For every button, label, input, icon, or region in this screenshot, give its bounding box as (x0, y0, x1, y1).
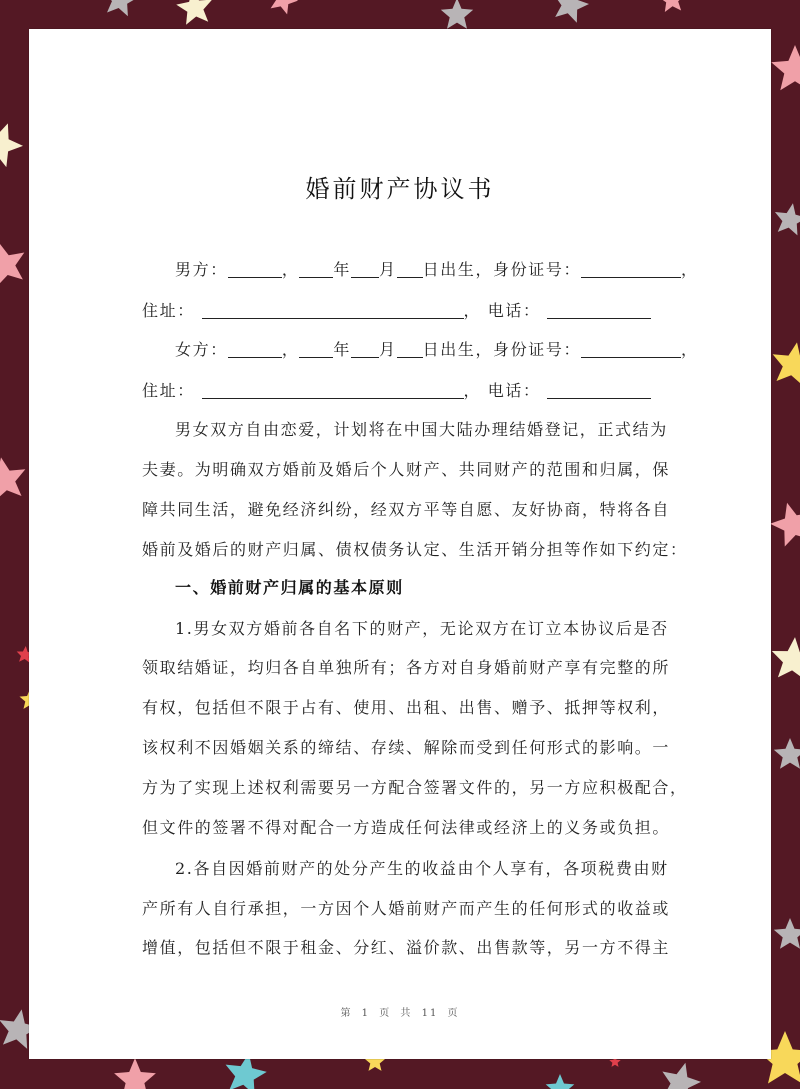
female-birth-day-field[interactable] (397, 339, 423, 358)
address-label: 住址： (142, 381, 195, 400)
phone-label: 电话： (487, 381, 541, 400)
intro-line: 婚前及婚后的财产归属、债权债务认定、生活开销分担等作如下约定： (142, 540, 688, 559)
male-label: 男方： (175, 260, 228, 279)
male-info-line (175, 257, 699, 283)
clause-1-line: 领取结婚证，均归各自单独所有；各方对自身婚前财产享有完整的所 (142, 658, 671, 677)
document-title: 婚前财产协议书 (305, 175, 495, 203)
comma: ， (281, 260, 300, 279)
male-address-field[interactable] (202, 300, 464, 319)
phone-label: 电话： (487, 301, 541, 320)
male-address-line (142, 298, 662, 324)
clause-1-line: 但文件的签署不得对配合一方造成任何法律或经济上的义务或负担。 (142, 818, 671, 837)
clause-1-line: 有权，包括但不限于占有、使用、出租、出售、赠予、抵押等权利， (142, 698, 671, 717)
female-birth-year-field[interactable] (299, 339, 333, 358)
female-phone-field[interactable] (547, 380, 651, 399)
year-label: 年 (333, 260, 352, 279)
female-name-field[interactable] (228, 339, 282, 358)
page-number-footer (29, 1004, 771, 1019)
comma: ， (281, 340, 300, 359)
intro-line: 夫妻。为明确双方婚前及婚后个人财产、共同财产的范围和归属，保 (142, 460, 671, 479)
year-label: 年 (333, 340, 352, 359)
comma: ， (463, 381, 482, 400)
male-name-field[interactable] (228, 259, 282, 278)
clause-1-line: 该权利不因婚姻关系的缔结、存续、解除而受到任何形式的影响。一 (142, 738, 671, 757)
male-birth-month-field[interactable] (351, 259, 379, 278)
male-birth-year-field[interactable] (299, 259, 333, 278)
intro-line: 障共同生活，避免经济纠纷，经双方平等自愿、友好协商，特将各自 (142, 500, 671, 519)
clause-2-line: 2.各自因婚前财产的处分产生的收益由个人享有，各项税费由财 (175, 859, 669, 878)
birth-id-label: 日出生，身份证号： (422, 340, 582, 359)
clause-2-line: 增值，包括但不限于租金、分红、溢价款、出售款等，另一方不得主 (142, 938, 671, 957)
comma: ， (681, 340, 699, 359)
male-birth-day-field[interactable] (397, 259, 423, 278)
month-label: 月 (379, 340, 397, 359)
section-heading: 一、婚前财产归属的基本原则 (175, 578, 404, 597)
clause-1-line: 方为了实现上述权利需要另一方配合签署文件的，另一方应积极配合， (142, 778, 688, 797)
comma: ， (681, 260, 699, 279)
page-unit: 页 (379, 1008, 392, 1019)
female-address-field[interactable] (202, 380, 464, 399)
clause-1-line: 1.男女双方婚前各自名下的财产，无论双方在订立本协议后是否 (175, 619, 669, 638)
total-unit: 页 (447, 1008, 460, 1019)
page-prefix: 第 (340, 1008, 353, 1019)
female-label: 女方： (175, 340, 228, 359)
female-info-line (175, 337, 699, 363)
female-birth-month-field[interactable] (351, 339, 379, 358)
month-label: 月 (379, 260, 397, 279)
address-label: 住址： (142, 301, 195, 320)
male-phone-field[interactable] (547, 300, 651, 319)
clause-2-line: 产所有人自行承担，一方因个人婚前财产而产生的任何形式的收益或 (142, 899, 671, 918)
document-page (29, 29, 771, 1059)
total-pages-number: 11 (421, 1008, 439, 1019)
intro-line: 男女双方自由恋爱，计划将在中国大陆办理结婚登记，正式结为 (175, 420, 668, 439)
current-page-number: 1 (361, 1008, 371, 1019)
male-id-number-field[interactable] (581, 259, 681, 278)
female-id-number-field[interactable] (581, 339, 681, 358)
total-prefix: 共 (400, 1008, 413, 1019)
birth-id-label: 日出生，身份证号： (422, 260, 582, 279)
comma: ， (463, 301, 482, 320)
female-address-line (142, 378, 662, 404)
